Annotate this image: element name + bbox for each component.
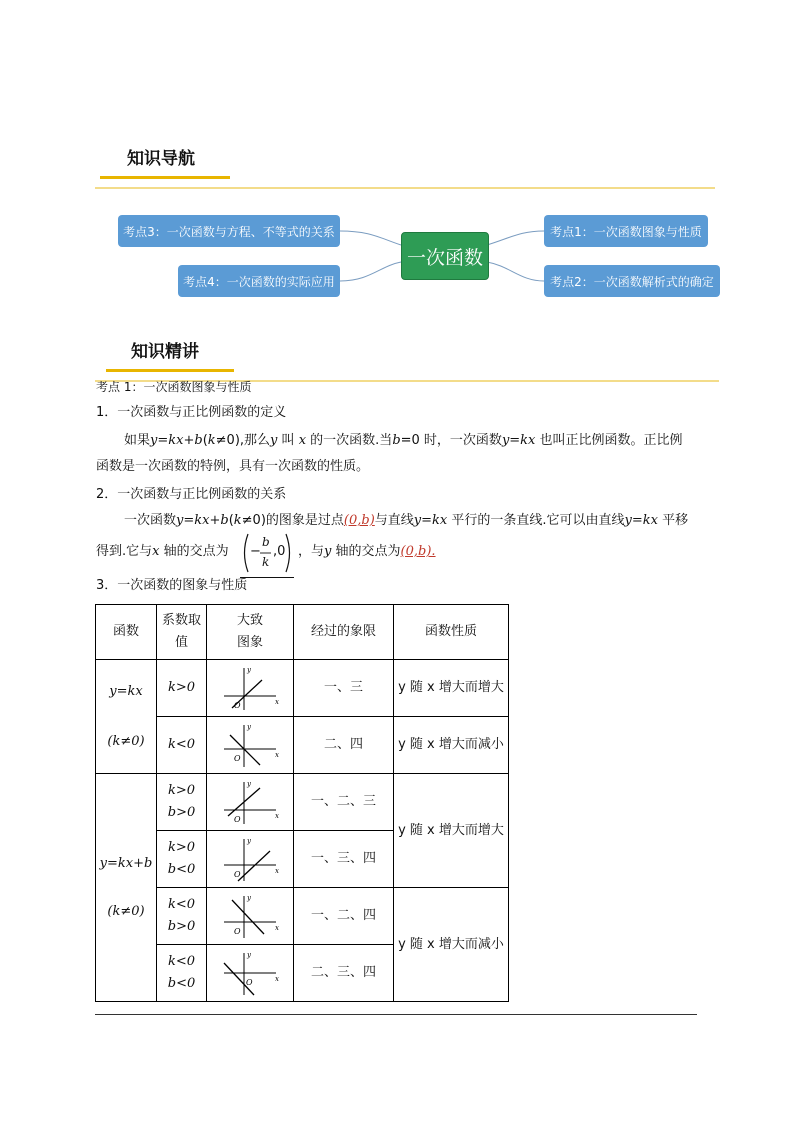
- row6-quadrants: 二、三、四: [294, 945, 394, 1002]
- expression-underline: [240, 577, 294, 578]
- row1-coef: k>0: [157, 660, 207, 717]
- svg-text:x: x: [275, 751, 279, 759]
- mindmap-node-topic4: 考点4：一次函数的实际应用: [178, 265, 340, 297]
- table-row: [96, 774, 509, 831]
- row2-quadrants: 二、四: [294, 717, 394, 774]
- svg-text:y: y: [247, 666, 251, 674]
- row5-graph: [207, 888, 294, 945]
- header-func: 函数: [96, 605, 157, 660]
- header-coef: 系数取 值: [157, 605, 207, 660]
- group2-increasing-property: y 随 x 增大而增大: [394, 774, 509, 888]
- fraction-numerator: b: [262, 535, 270, 549]
- row4-graph: [207, 831, 294, 888]
- svg-text:O: O: [234, 701, 241, 710]
- nav-heading: 知识导航: [127, 149, 195, 169]
- group1-function: y=kx (k≠0): [96, 660, 157, 774]
- table-row: [96, 888, 509, 945]
- svg-text:x: x: [275, 698, 279, 706]
- row2-coef: k<0: [157, 717, 207, 774]
- svg-text:y: y: [247, 723, 251, 731]
- graph-k-pos-b-pos: [220, 778, 280, 826]
- svg-text:y: y: [247, 837, 251, 845]
- svg-text:x: x: [275, 924, 279, 932]
- linear-function-table: [95, 604, 509, 1002]
- section2-paragraph-line2-end: ，与y 轴的交点为(0,b).: [298, 544, 436, 559]
- row5-quadrants: 一、二、四: [294, 888, 394, 945]
- svg-text:x: x: [275, 975, 279, 983]
- group2-decreasing-property: y 随 x 增大而减小: [394, 888, 509, 1002]
- svg-text:x: x: [275, 812, 279, 820]
- footer-rule: [95, 1014, 697, 1015]
- section1-paragraph-line2: 函数是一次函数的特例，具有一次函数的性质。: [96, 459, 370, 474]
- row3-coef: k>0 b>0: [157, 774, 207, 831]
- row6-graph: [207, 945, 294, 1002]
- svg-text:y: y: [247, 894, 251, 902]
- mindmap-center-node: 一次函数: [401, 232, 489, 280]
- group2-function: y=kx+b (k≠0): [96, 774, 157, 1002]
- svg-text:O: O: [234, 870, 241, 879]
- section1-title: 1．一次函数与正比例函数的定义: [96, 405, 287, 420]
- lecture-heading: 知识精讲: [131, 342, 199, 362]
- section2-paragraph-line1: 一次函数y=kx+b(k≠0)的图象是过点(0,b)与直线y=kx 平行的一条直线.它可以由直线y=kx 平移: [124, 513, 689, 528]
- graph-k-pos-origin: [220, 664, 280, 712]
- row6-coef: k<0 b<0: [157, 945, 207, 1002]
- svg-text:x: x: [275, 867, 279, 875]
- header-graph: 大致 图象: [207, 605, 294, 660]
- mindmap-node-topic3: 考点3：一次函数与方程、不等式的关系: [118, 215, 340, 247]
- graph-k-neg-b-pos: [220, 892, 280, 940]
- section2-title: 2．一次函数与正比例函数的关系: [96, 487, 287, 502]
- graph-k-neg-b-neg: [220, 949, 280, 997]
- table-header-row: [96, 605, 509, 660]
- row3-graph: [207, 774, 294, 831]
- topic-label: 考点 1：一次函数图象与性质: [96, 380, 252, 394]
- graph-k-neg-origin: [220, 721, 280, 769]
- x-intercept-expression: [240, 532, 294, 574]
- row1-property: y 随 x 增大而增大: [394, 660, 509, 717]
- section3-title: 3．一次函数的图象与性质: [96, 578, 248, 593]
- row5-coef: k<0 b>0: [157, 888, 207, 945]
- svg-text:y: y: [247, 780, 251, 788]
- lecture-heading-underline: [106, 369, 234, 372]
- graph-k-pos-b-neg: [220, 835, 280, 883]
- header-quadrants: 经过的象限: [294, 605, 394, 660]
- row2-graph: [207, 717, 294, 774]
- fraction-denominator: k: [262, 555, 270, 569]
- svg-text:O: O: [234, 815, 241, 824]
- svg-text:O: O: [234, 754, 241, 763]
- svg-text:O: O: [246, 978, 253, 987]
- section2-paragraph-line2: 得到.它与x 轴的交点为: [96, 544, 229, 559]
- row4-quadrants: 一、三、四: [294, 831, 394, 888]
- table-row: [96, 717, 509, 774]
- section1-paragraph-line1: 如果y=kx+b(k≠0),那么y 叫 x 的一次函数.当b=0 时，一次函数y=kx 也叫正比例函数。正比例: [124, 433, 683, 448]
- svg-text:O: O: [234, 927, 241, 936]
- row1-quadrants: 一、三: [294, 660, 394, 717]
- row4-coef: k>0 b<0: [157, 831, 207, 888]
- table-row: [96, 660, 509, 717]
- mindmap-node-topic1: 考点1：一次函数图象与性质: [544, 215, 708, 247]
- row3-quadrants: 一、二、三: [294, 774, 394, 831]
- row2-property: y 随 x 增大而减小: [394, 717, 509, 774]
- row1-graph: [207, 660, 294, 717]
- mindmap-node-topic2: 考点2：一次函数解析式的确定: [544, 265, 720, 297]
- svg-text:y: y: [247, 951, 251, 959]
- fraction-zero: ,0: [273, 544, 286, 559]
- fraction-minus: −: [250, 544, 261, 559]
- header-property: 函数性质: [394, 605, 509, 660]
